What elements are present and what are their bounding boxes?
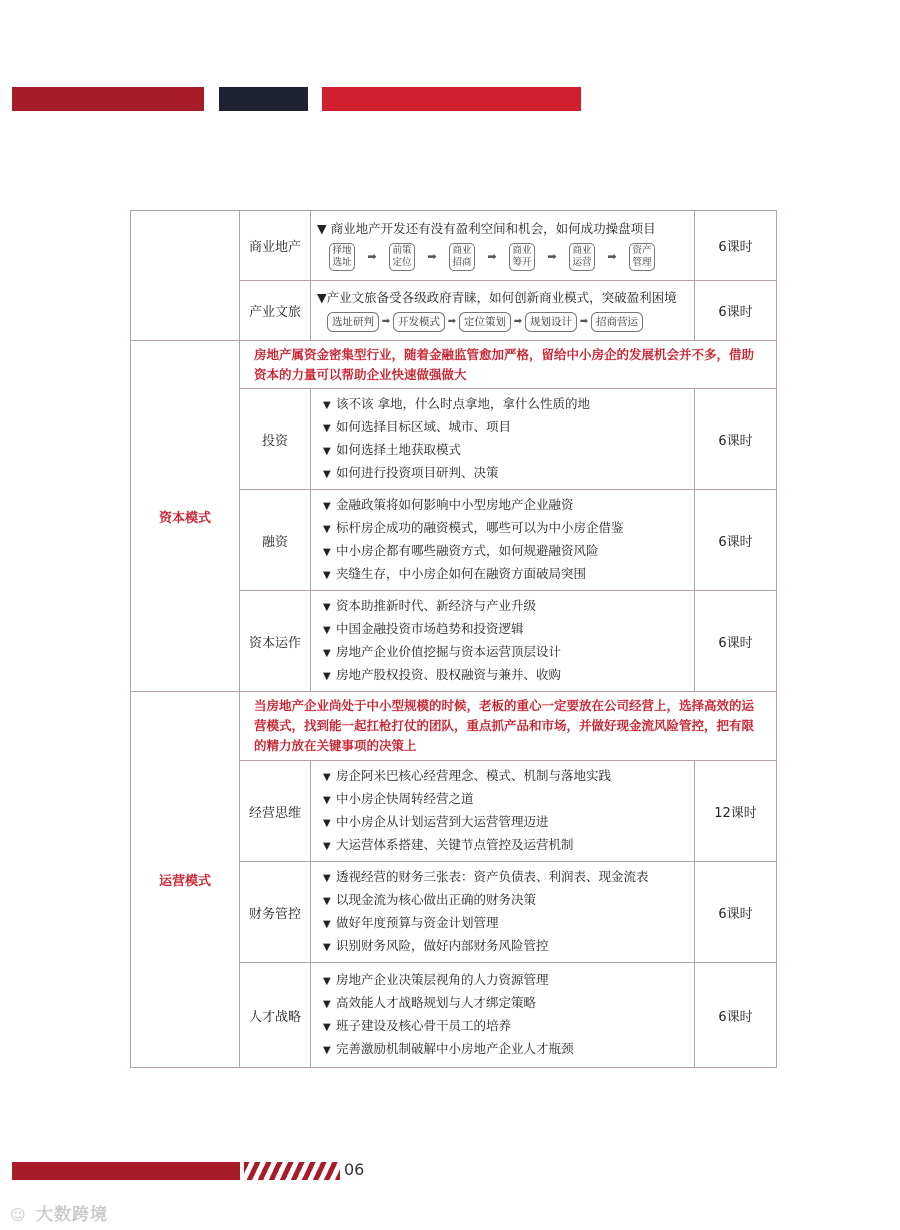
triangle-down-icon: ▼: [323, 841, 331, 852]
content-cell: [311, 862, 695, 963]
hours-cell: 6课时: [695, 591, 777, 692]
triangle-down-icon: ▼: [323, 423, 331, 434]
list-item: ▼ 班子建设及核心骨干员工的培养: [323, 1015, 686, 1038]
hours-cell: 6课时: [695, 963, 777, 1068]
triangle-down-icon: ▼: [323, 1022, 331, 1033]
header-bar-red: [12, 87, 204, 111]
watermark: [10, 1200, 108, 1225]
triangle-down-icon: ▼: [323, 772, 331, 783]
list-item: ▼ 如何选择土地获取模式: [323, 439, 686, 462]
list-item: ▼ 识别财务风险，做好内部财务风险管控: [323, 935, 686, 958]
category-cell-empty: [131, 211, 240, 341]
triangle-down-icon: ▼: [323, 524, 331, 535]
table-row: [131, 341, 777, 389]
flow-step: 开发模式: [393, 312, 445, 332]
arrow-right-icon: ➡: [427, 250, 437, 263]
arrow-right-icon: ➡: [367, 250, 377, 263]
triangle-down-icon: ▼: [323, 999, 331, 1010]
content-cell: [311, 490, 695, 591]
hours-cell: 6课时: [695, 490, 777, 591]
triangle-down-icon: ▼: [323, 976, 331, 987]
footer-stripes: [244, 1162, 340, 1180]
section-description: 房地产属资金密集型行业，随着金融监管愈加严格，留给中小房企的发展机会并不多，借助资本的力量可以帮助企业快速做强做大: [240, 341, 777, 389]
hours-cell: 6课时: [695, 211, 777, 281]
subject-cell: 经营思维: [240, 761, 311, 862]
triangle-down-icon: ▼: [323, 919, 331, 930]
table-row: [131, 211, 777, 281]
triangle-down-icon: ▼: [323, 896, 331, 907]
subject-cell: 商业地产: [240, 211, 311, 281]
list-item: ▼ 房地产股权投资、股权融资与兼并、收购: [323, 664, 686, 687]
hours-cell: 6课时: [695, 389, 777, 490]
triangle-down-icon: ▼: [323, 818, 331, 829]
list-item: ▼ 如何进行投资项目研判、决策: [323, 462, 686, 485]
row-intro: ▼ 商业地产开发还有没有盈利空间和机会，如何成功操盘项目: [317, 220, 656, 236]
list-item: ▼ 资本助推新时代、新经济与产业升级: [323, 595, 686, 618]
triangle-down-icon: ▼: [323, 446, 331, 457]
list-item: ▼ 透视经营的财务三张表：资产负债表、利润表、现金流表: [323, 866, 686, 889]
list-item: ▼ 高效能人才战略规划与人才绑定策略: [323, 992, 686, 1015]
flow-chart: [311, 239, 694, 277]
footer-bar: [12, 1162, 240, 1180]
course-table: [130, 210, 777, 1068]
flow-step: 商业 筹开: [509, 243, 535, 271]
page-number: 06: [344, 1160, 365, 1179]
arrow-right-icon: ➡: [607, 250, 617, 263]
triangle-down-icon: ▼: [323, 570, 331, 581]
watermark-text: 大数跨境: [36, 1205, 108, 1225]
triangle-down-icon: ▼: [323, 400, 331, 411]
arrow-right-icon: ➡: [513, 316, 523, 327]
triangle-down-icon: ▼: [323, 648, 331, 659]
flow-step: 商业 招商: [449, 243, 475, 271]
list-item: ▼ 房企阿米巴核心经营理念、模式、机制与落地实践: [323, 765, 686, 788]
list-item: ▼ 该不该 拿地，什么时点拿地，拿什么性质的地: [323, 393, 686, 416]
arrow-right-icon: ➡: [547, 250, 557, 263]
triangle-down-icon: ▼: [323, 1045, 331, 1056]
table-row: [131, 692, 777, 761]
triangle-down-icon: ▼: [323, 625, 331, 636]
subject-cell: 投资: [240, 389, 311, 490]
header-bar-navy: [219, 87, 308, 111]
subject-cell: 融资: [240, 490, 311, 591]
list-item: ▼ 房地产企业价值挖掘与资本运营顶层设计: [323, 641, 686, 664]
hours-cell: 6课时: [695, 862, 777, 963]
triangle-down-icon: ▼: [323, 501, 331, 512]
arrow-right-icon: ➡: [579, 316, 589, 327]
flow-step: 招商营运: [591, 312, 643, 332]
list-item: ▼ 中小房企快周转经营之道: [323, 788, 686, 811]
subject-cell: 人才战略: [240, 963, 311, 1068]
subject-cell: 资本运作: [240, 591, 311, 692]
hours-cell: 12课时: [695, 761, 777, 862]
list-item: ▼ 如何选择目标区域、城市、项目: [323, 416, 686, 439]
flow-step: 规划设计: [525, 312, 577, 332]
content-cell: [311, 211, 695, 281]
triangle-down-icon: ▼: [323, 873, 331, 884]
hours-cell: 6课时: [695, 281, 777, 341]
content-cell: [311, 591, 695, 692]
list-item: ▼ 房地产企业决策层视角的人力资源管理: [323, 969, 686, 992]
row-intro: ▼产业文旅备受各级政府青睐，如何创新商业模式，突破盈利困境: [317, 289, 677, 305]
category-cell: 运营模式: [131, 692, 240, 1068]
list-item: ▼ 以现金流为核心做出正确的财务决策: [323, 889, 686, 912]
content-cell: [311, 281, 695, 341]
flow-step: 前策 定位: [389, 243, 415, 271]
triangle-down-icon: ▼: [323, 602, 331, 613]
arrow-right-icon: ➡: [487, 250, 497, 263]
triangle-down-icon: ▼: [323, 547, 331, 558]
content-cell: [311, 389, 695, 490]
list-item: ▼ 做好年度预算与资金计划管理: [323, 912, 686, 935]
arrow-right-icon: ➡: [447, 316, 457, 327]
flow-step: 选址研判: [327, 312, 379, 332]
content-cell: [311, 963, 695, 1068]
header-bar-bright-red: [322, 87, 581, 111]
triangle-down-icon: ▼: [323, 469, 331, 480]
list-item: ▼ 中国金融投资市场趋势和投资逻辑: [323, 618, 686, 641]
flow-chart: [311, 308, 694, 338]
flow-step: 择地 选址: [329, 243, 355, 271]
flow-step: 资产 管理: [629, 243, 655, 271]
flow-step: 商业 运营: [569, 243, 595, 271]
triangle-down-icon: ▼: [323, 671, 331, 682]
triangle-down-icon: ▼: [323, 795, 331, 806]
subject-cell: 产业文旅: [240, 281, 311, 341]
list-item: ▼ 标杆房企成功的融资模式，哪些可以为中小房企借鉴: [323, 517, 686, 540]
triangle-down-icon: ▼: [323, 942, 331, 953]
list-item: ▼ 大运营体系搭建、关键节点管控及运营机制: [323, 834, 686, 857]
list-item: ▼ 中小房企从计划运营到大运营管理迈进: [323, 811, 686, 834]
list-item: ▼ 夹缝生存，中小房企如何在融资方面破局突围: [323, 563, 686, 586]
list-item: ▼ 中小房企都有哪些融资方式，如何规避融资风险: [323, 540, 686, 563]
arrow-right-icon: ➡: [381, 316, 391, 327]
list-item: ▼ 完善激励机制破解中小房地产企业人才瓶颈: [323, 1038, 686, 1061]
chat-bubble-icon: ☺: [10, 1206, 27, 1224]
content-cell: [311, 761, 695, 862]
section-description: 当房地产企业尚处于中小型规模的时候，老板的重心一定要放在公司经营上，选择高效的运营模式，找到能一起扛枪打仗的团队，重点抓产品和市场，并做好现金流风险管控，把有限的精力放在关键事项的决策上: [240, 692, 777, 761]
subject-cell: 财务管控: [240, 862, 311, 963]
flow-step: 定位策划: [459, 312, 511, 332]
category-cell: 资本模式: [131, 341, 240, 692]
list-item: ▼ 金融政策将如何影响中小型房地产企业融资: [323, 494, 686, 517]
